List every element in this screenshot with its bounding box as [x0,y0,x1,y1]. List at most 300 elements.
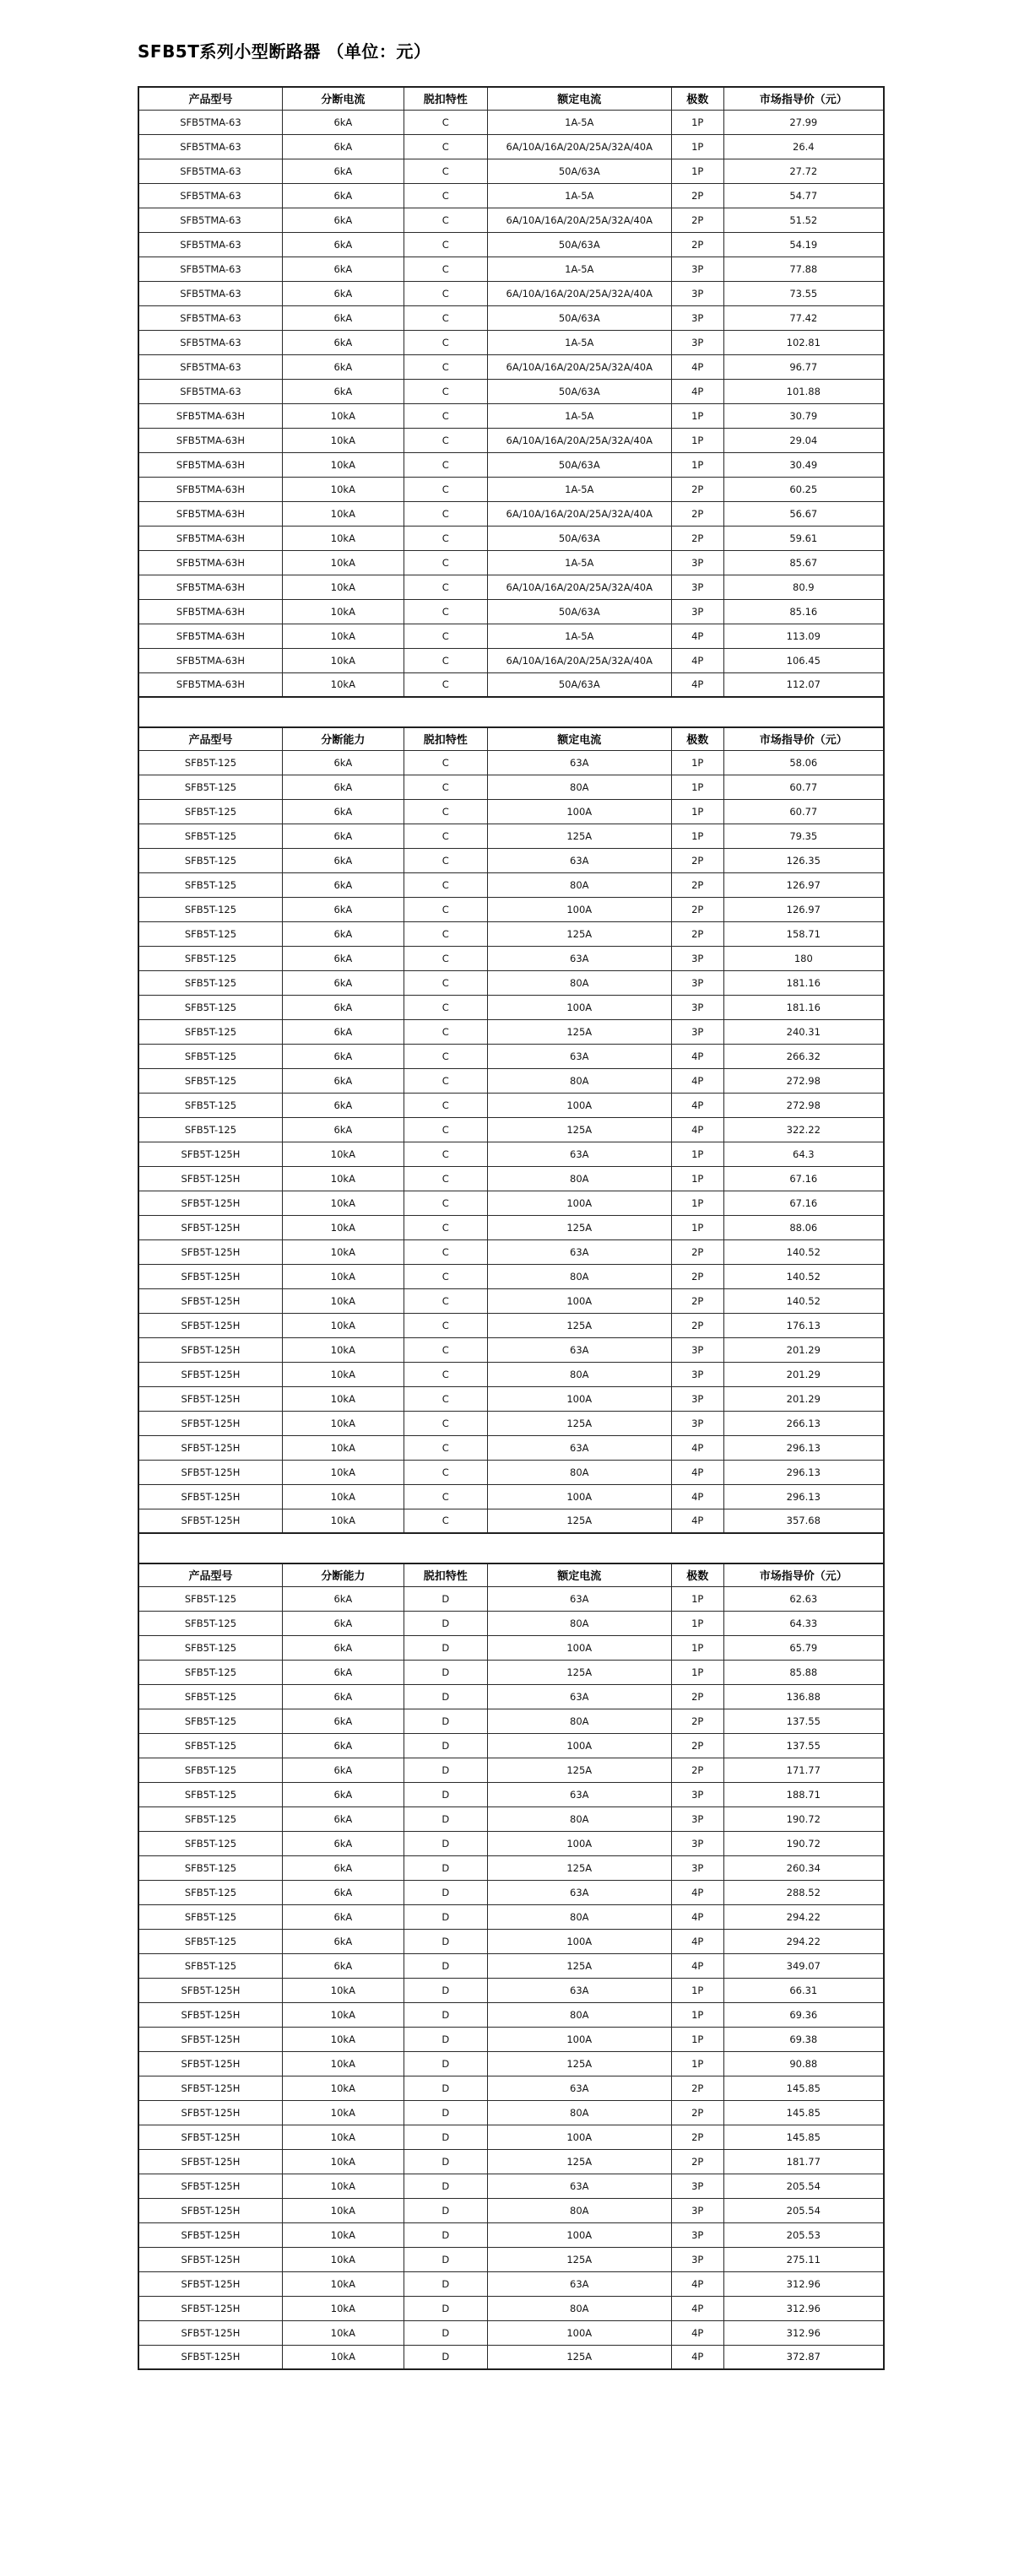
cell-rated-current: 63A [487,1586,671,1611]
cell-rated-current: 6A/10A/16A/20A/25A/32A/40A [487,281,671,305]
table-row [138,1880,884,1904]
cell-breaking-capacity: 10kA [282,1337,404,1362]
cell-breaking-capacity: 6kA [282,921,404,946]
cell-rated-current: 125A [487,1313,671,1337]
cell-poles: 4P [671,1929,723,1953]
table-row [138,1337,884,1362]
column-header: 额定电流 [487,1563,671,1586]
cell-breaking-capacity: 6kA [282,379,404,403]
cell-poles: 4P [671,1953,723,1978]
column-header: 极数 [671,727,723,750]
cell-trip-characteristic: C [404,1215,487,1239]
cell-rated-current: 6A/10A/16A/20A/25A/32A/40A [487,354,671,379]
cell-breaking-capacity: 10kA [282,2125,404,2149]
price-table-sfb5tma-63-c [138,86,885,698]
cell-price: 140.52 [723,1288,884,1313]
cell-price: 349.07 [723,1953,884,1978]
cell-breaking-capacity: 10kA [282,1978,404,2002]
cell-breaking-capacity: 10kA [282,648,404,672]
cell-price: 64.33 [723,1611,884,1635]
cell-poles: 4P [671,1093,723,1117]
cell-breaking-capacity: 6kA [282,1953,404,1978]
table-row [138,281,884,305]
cell-poles: 3P [671,1411,723,1435]
cell-rated-current: 1A-5A [487,477,671,501]
cell-price: 29.04 [723,428,884,452]
cell-price: 58.06 [723,750,884,775]
table-row [138,1117,884,1142]
cell-price: 62.63 [723,1586,884,1611]
cell-model: SFB5TMA-63H [138,599,282,624]
cell-price: 372.87 [723,2345,884,2369]
cell-rated-current: 50A/63A [487,159,671,183]
cell-poles: 2P [671,1709,723,1733]
cell-rated-current: 63A [487,1684,671,1709]
column-header: 分断能力 [282,727,404,750]
cell-model: SFB5T-125 [138,799,282,824]
cell-model: SFB5T-125 [138,897,282,921]
cell-trip-characteristic: D [404,2125,487,2149]
cell-price: 201.29 [723,1337,884,1362]
cell-breaking-capacity: 6kA [282,1044,404,1068]
cell-rated-current: 63A [487,1782,671,1806]
table-row [138,2247,884,2271]
cell-poles: 2P [671,232,723,257]
table-row [138,330,884,354]
cell-rated-current: 50A/63A [487,526,671,550]
cell-poles: 3P [671,1831,723,1855]
cell-breaking-capacity: 6kA [282,1880,404,1904]
cell-price: 64.3 [723,1142,884,1166]
cell-price: 137.55 [723,1733,884,1758]
cell-model: SFB5T-125 [138,1068,282,1093]
cell-rated-current: 80A [487,970,671,995]
cell-poles: 1P [671,824,723,848]
cell-model: SFB5T-125H [138,2271,282,2296]
cell-trip-characteristic: D [404,1782,487,1806]
cell-rated-current: 125A [487,1509,671,1533]
cell-breaking-capacity: 6kA [282,159,404,183]
cell-breaking-capacity: 6kA [282,1733,404,1758]
cell-model: SFB5T-125 [138,1831,282,1855]
cell-rated-current: 125A [487,1019,671,1044]
cell-price: 56.67 [723,501,884,526]
table-row [138,1904,884,1929]
cell-trip-characteristic: D [404,1831,487,1855]
cell-poles: 3P [671,550,723,575]
cell-trip-characteristic: C [404,995,487,1019]
cell-trip-characteristic: D [404,2247,487,2271]
cell-rated-current: 1A-5A [487,624,671,648]
cell-model: SFB5T-125 [138,1117,282,1142]
column-header: 产品型号 [138,1563,282,1586]
cell-model: SFB5TMA-63H [138,550,282,575]
table-row [138,1362,884,1386]
column-header: 额定电流 [487,87,671,110]
cell-breaking-capacity: 6kA [282,1586,404,1611]
cell-rated-current: 63A [487,1337,671,1362]
cell-poles: 4P [671,1484,723,1509]
cell-model: SFB5T-125 [138,1782,282,1806]
cell-model: SFB5TMA-63 [138,232,282,257]
cell-rated-current: 100A [487,1831,671,1855]
table-row [138,946,884,970]
cell-rated-current: 80A [487,2002,671,2027]
table-spacer [138,1534,885,1563]
cell-model: SFB5T-125H [138,1142,282,1166]
page-title: SFB5T系列小型断路器 （单位：元） [138,41,431,62]
cell-breaking-capacity: 6kA [282,1904,404,1929]
cell-poles: 1P [671,1215,723,1239]
cell-poles: 1P [671,159,723,183]
cell-model: SFB5T-125H [138,1215,282,1239]
cell-trip-characteristic: D [404,1635,487,1660]
cell-breaking-capacity: 6kA [282,232,404,257]
table-row [138,257,884,281]
cell-poles: 2P [671,872,723,897]
cell-price: 181.77 [723,2149,884,2174]
table-row [138,2198,884,2222]
header-row [138,727,884,750]
cell-breaking-capacity: 10kA [282,1142,404,1166]
cell-breaking-capacity: 10kA [282,1166,404,1191]
cell-model: SFB5T-125 [138,1806,282,1831]
cell-rated-current: 50A/63A [487,672,671,697]
table-row [138,672,884,697]
cell-trip-characteristic: C [404,110,487,134]
table-row [138,1929,884,1953]
cell-model: SFB5T-125 [138,872,282,897]
table-row [138,1093,884,1117]
cell-model: SFB5T-125 [138,824,282,848]
cell-poles: 4P [671,1117,723,1142]
cell-price: 26.4 [723,134,884,159]
cell-rated-current: 80A [487,1068,671,1093]
cell-breaking-capacity: 10kA [282,428,404,452]
cell-breaking-capacity: 6kA [282,1782,404,1806]
cell-price: 181.16 [723,970,884,995]
cell-model: SFB5TMA-63H [138,501,282,526]
table-row [138,183,884,208]
cell-model: SFB5T-125H [138,1460,282,1484]
cell-rated-current: 1A-5A [487,550,671,575]
cell-trip-characteristic: D [404,1758,487,1782]
cell-trip-characteristic: C [404,1166,487,1191]
table-row [138,995,884,1019]
cell-price: 180 [723,946,884,970]
cell-breaking-capacity: 10kA [282,2247,404,2271]
cell-breaking-capacity: 10kA [282,1288,404,1313]
cell-rated-current: 63A [487,750,671,775]
column-header: 产品型号 [138,87,282,110]
cell-rated-current: 80A [487,1264,671,1288]
cell-price: 102.81 [723,330,884,354]
cell-poles: 1P [671,1191,723,1215]
cell-price: 60.25 [723,477,884,501]
table-row [138,2100,884,2125]
cell-price: 136.88 [723,1684,884,1709]
cell-rated-current: 6A/10A/16A/20A/25A/32A/40A [487,648,671,672]
cell-rated-current: 125A [487,2149,671,2174]
cell-model: SFB5T-125 [138,1929,282,1953]
cell-breaking-capacity: 6kA [282,1855,404,1880]
cell-poles: 1P [671,2051,723,2076]
cell-poles: 1P [671,1142,723,1166]
cell-model: SFB5TMA-63 [138,281,282,305]
cell-poles: 1P [671,775,723,799]
cell-breaking-capacity: 10kA [282,2076,404,2100]
cell-breaking-capacity: 10kA [282,452,404,477]
cell-poles: 3P [671,2247,723,2271]
cell-breaking-capacity: 6kA [282,183,404,208]
table-row [138,208,884,232]
cell-rated-current: 80A [487,1904,671,1929]
cell-breaking-capacity: 6kA [282,970,404,995]
cell-price: 312.96 [723,2320,884,2345]
cell-model: SFB5T-125H [138,2002,282,2027]
table-row [138,2174,884,2198]
cell-trip-characteristic: C [404,257,487,281]
cell-poles: 2P [671,1288,723,1313]
cell-model: SFB5T-125H [138,1509,282,1533]
cell-poles: 3P [671,330,723,354]
cell-breaking-capacity: 10kA [282,1215,404,1239]
table-row [138,2271,884,2296]
table-row [138,1684,884,1709]
cell-model: SFB5T-125H [138,2100,282,2125]
cell-poles: 3P [671,305,723,330]
cell-breaking-capacity: 6kA [282,872,404,897]
cell-price: 27.99 [723,110,884,134]
cell-trip-characteristic: D [404,1806,487,1831]
cell-rated-current: 1A-5A [487,257,671,281]
cell-breaking-capacity: 6kA [282,799,404,824]
cell-model: SFB5T-125 [138,1019,282,1044]
cell-model: SFB5T-125 [138,1904,282,1929]
cell-trip-characteristic: C [404,501,487,526]
column-header: 脱扣特性 [404,727,487,750]
cell-breaking-capacity: 6kA [282,848,404,872]
cell-trip-characteristic: C [404,379,487,403]
cell-price: 60.77 [723,775,884,799]
table-row [138,1953,884,1978]
cell-rated-current: 80A [487,775,671,799]
cell-price: 101.88 [723,379,884,403]
cell-rated-current: 63A [487,1880,671,1904]
cell-poles: 3P [671,2174,723,2198]
cell-trip-characteristic: C [404,550,487,575]
table-row [138,134,884,159]
cell-breaking-capacity: 6kA [282,897,404,921]
table-row [138,921,884,946]
cell-model: SFB5T-125 [138,921,282,946]
cell-model: SFB5TMA-63 [138,257,282,281]
cell-model: SFB5T-125H [138,1411,282,1435]
cell-breaking-capacity: 10kA [282,2271,404,2296]
cell-model: SFB5T-125H [138,2296,282,2320]
cell-rated-current: 100A [487,1635,671,1660]
cell-poles: 4P [671,2271,723,2296]
cell-breaking-capacity: 10kA [282,2100,404,2125]
cell-price: 322.22 [723,1117,884,1142]
table-row [138,1831,884,1855]
cell-trip-characteristic: D [404,2296,487,2320]
cell-rated-current: 100A [487,897,671,921]
cell-poles: 3P [671,1019,723,1044]
cell-trip-characteristic: C [404,775,487,799]
cell-trip-characteristic: C [404,1264,487,1288]
cell-trip-characteristic: D [404,2149,487,2174]
cell-breaking-capacity: 10kA [282,477,404,501]
table-row [138,1313,884,1337]
cell-rated-current: 6A/10A/16A/20A/25A/32A/40A [487,208,671,232]
cell-trip-characteristic: C [404,428,487,452]
cell-model: SFB5T-125H [138,2222,282,2247]
cell-poles: 2P [671,1758,723,1782]
cell-breaking-capacity: 6kA [282,281,404,305]
cell-trip-characteristic: C [404,750,487,775]
cell-breaking-capacity: 6kA [282,1806,404,1831]
cell-poles: 4P [671,624,723,648]
cell-breaking-capacity: 6kA [282,257,404,281]
cell-price: 266.13 [723,1411,884,1435]
cell-rated-current: 63A [487,2076,671,2100]
cell-breaking-capacity: 10kA [282,1264,404,1288]
cell-model: SFB5T-125H [138,1386,282,1411]
cell-trip-characteristic: C [404,946,487,970]
cell-breaking-capacity: 10kA [282,2296,404,2320]
table-row [138,159,884,183]
table-row [138,1635,884,1660]
cell-breaking-capacity: 6kA [282,750,404,775]
cell-trip-characteristic: D [404,1855,487,1880]
cell-trip-characteristic: C [404,1386,487,1411]
cell-price: 90.88 [723,2051,884,2076]
cell-trip-characteristic: D [404,2345,487,2369]
cell-breaking-capacity: 10kA [282,2222,404,2247]
cell-trip-characteristic: C [404,1509,487,1533]
table-row [138,1709,884,1733]
cell-breaking-capacity: 10kA [282,1386,404,1411]
cell-model: SFB5T-125H [138,1435,282,1460]
table-row [138,1435,884,1460]
cell-price: 54.19 [723,232,884,257]
cell-poles: 2P [671,2076,723,2100]
cell-breaking-capacity: 10kA [282,1313,404,1337]
cell-price: 59.61 [723,526,884,550]
cell-trip-characteristic: C [404,281,487,305]
cell-poles: 1P [671,110,723,134]
cell-trip-characteristic: C [404,305,487,330]
cell-rated-current: 80A [487,2100,671,2125]
cell-model: SFB5T-125H [138,1313,282,1337]
table-row [138,1044,884,1068]
cell-poles: 4P [671,648,723,672]
table-row [138,550,884,575]
table-row [138,1386,884,1411]
cell-trip-characteristic: C [404,354,487,379]
cell-price: 140.52 [723,1264,884,1288]
table-row [138,1733,884,1758]
cell-poles: 3P [671,1362,723,1386]
cell-poles: 1P [671,1660,723,1684]
cell-trip-characteristic: C [404,183,487,208]
cell-breaking-capacity: 10kA [282,2002,404,2027]
cell-poles: 2P [671,1733,723,1758]
cell-trip-characteristic: C [404,1093,487,1117]
cell-trip-characteristic: D [404,1904,487,1929]
cell-poles: 3P [671,1806,723,1831]
cell-trip-characteristic: C [404,672,487,697]
cell-breaking-capacity: 6kA [282,1117,404,1142]
cell-price: 201.29 [723,1362,884,1386]
cell-breaking-capacity: 10kA [282,1484,404,1509]
cell-breaking-capacity: 10kA [282,2027,404,2051]
cell-poles: 3P [671,2198,723,2222]
cell-breaking-capacity: 6kA [282,1709,404,1733]
cell-poles: 4P [671,672,723,697]
cell-price: 260.34 [723,1855,884,1880]
cell-poles: 3P [671,599,723,624]
cell-trip-characteristic: C [404,1435,487,1460]
cell-trip-characteristic: C [404,1288,487,1313]
cell-model: SFB5T-125 [138,946,282,970]
cell-rated-current: 100A [487,2125,671,2149]
column-header: 极数 [671,1563,723,1586]
cell-rated-current: 100A [487,2222,671,2247]
cell-breaking-capacity: 6kA [282,354,404,379]
cell-trip-characteristic: C [404,159,487,183]
cell-rated-current: 125A [487,1953,671,1978]
cell-poles: 4P [671,1435,723,1460]
cell-poles: 2P [671,1239,723,1264]
cell-poles: 1P [671,134,723,159]
cell-model: SFB5TMA-63H [138,403,282,428]
cell-price: 201.29 [723,1386,884,1411]
cell-rated-current: 50A/63A [487,232,671,257]
table-row [138,2027,884,2051]
table-row [138,526,884,550]
cell-trip-characteristic: C [404,477,487,501]
cell-model: SFB5T-125H [138,1239,282,1264]
cell-poles: 1P [671,428,723,452]
table-row [138,1142,884,1166]
cell-model: SFB5T-125H [138,1264,282,1288]
table-row [138,599,884,624]
cell-poles: 4P [671,2296,723,2320]
cell-poles: 4P [671,1044,723,1068]
cell-trip-characteristic: C [404,1460,487,1484]
cell-breaking-capacity: 10kA [282,550,404,575]
cell-price: 272.98 [723,1093,884,1117]
cell-rated-current: 80A [487,1806,671,1831]
cell-trip-characteristic: C [404,970,487,995]
cell-poles: 1P [671,2002,723,2027]
cell-price: 113.09 [723,624,884,648]
cell-trip-characteristic: C [404,1142,487,1166]
table-row [138,1978,884,2002]
cell-poles: 3P [671,1782,723,1806]
cell-price: 85.16 [723,599,884,624]
cell-model: SFB5TMA-63H [138,672,282,697]
cell-price: 77.88 [723,257,884,281]
column-header: 市场指导价（元） [723,87,884,110]
cell-model: SFB5T-125H [138,2345,282,2369]
table-row [138,1215,884,1239]
cell-model: SFB5T-125H [138,2198,282,2222]
cell-poles: 2P [671,208,723,232]
cell-price: 188.71 [723,1782,884,1806]
